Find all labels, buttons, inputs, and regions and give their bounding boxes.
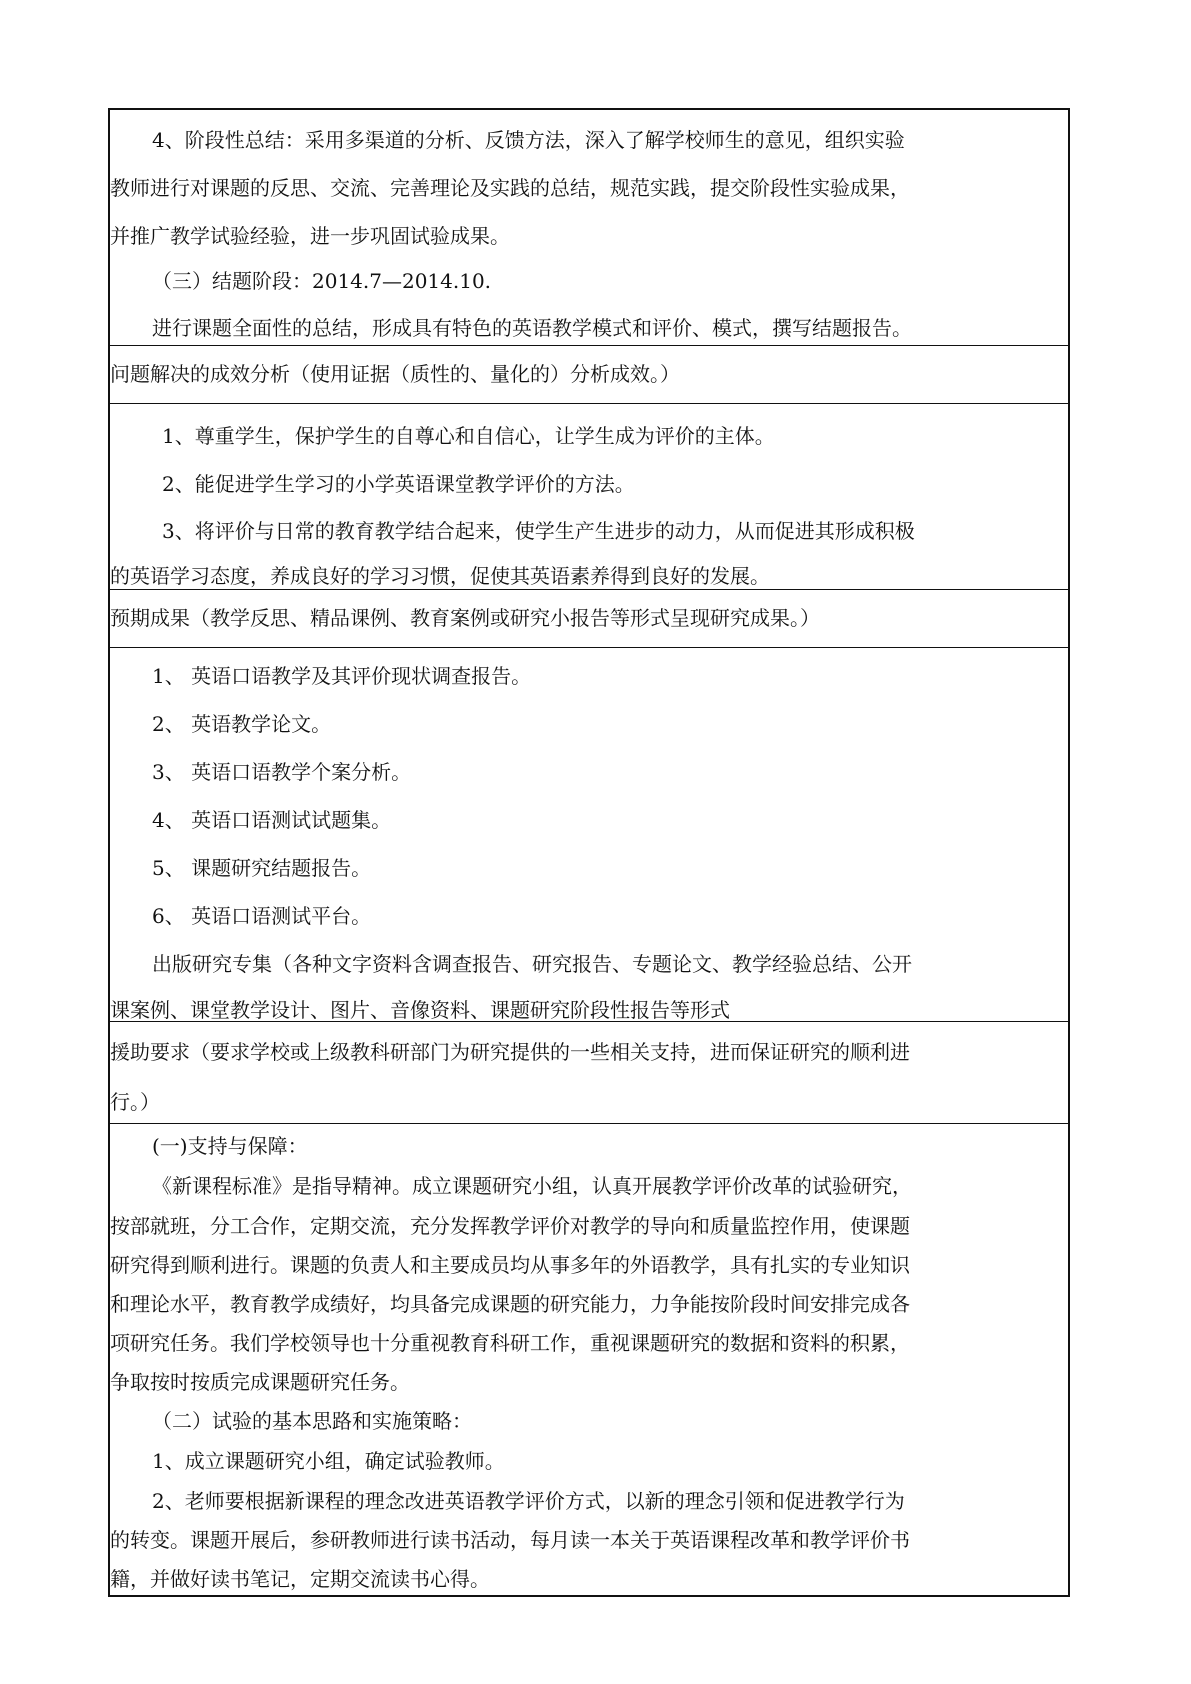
text-line: 籍，并做好读书笔记，定期交流读书心得。 [110, 1567, 490, 1591]
text-line: 2、老师要根据新课程的理念改进英语教学评价方式，以新的理念引领和促进教学行为 [152, 1489, 905, 1513]
text-line: 的英语学习态度，养成良好的学习习惯，促使其英语素养得到良好的发展。 [110, 564, 770, 588]
effect-analysis-section [110, 404, 1068, 590]
list-item: 1、 英语口语教学及其评价现状调查报告。 [152, 664, 532, 688]
text-line: 4、阶段性总结：采用多渠道的分析、反馈方法，深入了解学校师生的意见，组织实验 [152, 128, 905, 152]
section-header: 问题解决的成效分析（使用证据（质性的、量化的）分析成效。） [110, 362, 680, 386]
text-line: 争取按时按质完成课题研究任务。 [110, 1370, 410, 1394]
section-header: 行。） [110, 1090, 160, 1114]
text-line: 教师进行对课题的反思、交流、完善理论及实践的总结，规范实践，提交阶段性实验成果， [110, 176, 910, 200]
text-line: 项研究任务。我们学校领导也十分重视教育科研工作，重视课题研究的数据和资料的积累， [110, 1331, 910, 1355]
list-item: 2、 英语教学论文。 [152, 712, 332, 736]
stage-summary-section [110, 110, 1068, 346]
text-line: 按部就班，分工合作，定期交流，充分发挥教学评价对教学的导向和质量监控作用，使课题 [110, 1214, 910, 1238]
expected-results-section [110, 648, 1068, 1022]
form-table [108, 108, 1070, 1597]
text-line: 3、将评价与日常的教育教学结合起来，使学生产生进步的动力，从而促进其形成积极 [162, 519, 915, 543]
text-line: 和理论水平，教育教学成绩好，均具备完成课题的研究能力，力争能按阶段时间安排完成各 [110, 1292, 910, 1316]
list-item: 3、 英语口语教学个案分析。 [152, 760, 412, 784]
list-item: 4、 英语口语测试试题集。 [152, 808, 392, 832]
subheading: （二）试验的基本思路和实施策略： [152, 1409, 472, 1433]
section-header: 援助要求（要求学校或上级教科研部门为研究提供的一些相关支持，进而保证研究的顺利进 [110, 1040, 910, 1064]
list-item: 6、 英语口语测试平台。 [152, 904, 372, 928]
assistance-section [110, 1124, 1068, 1599]
text-line: 2、能促进学生学习的小学英语课堂教学评价的方法。 [162, 472, 635, 496]
section-header: 预期成果（教学反思、精品课例、教育案例或研究小报告等形式呈现研究成果。） [110, 606, 820, 630]
text-line: 进行课题全面性的总结，形成具有特色的英语教学模式和评价、模式，撰写结题报告。 [152, 316, 912, 340]
text-line: 出版研究专集（各种文字资料含调查报告、研究报告、专题论文、教学经验总结、公开 [152, 952, 912, 976]
effect-analysis-header [110, 346, 1068, 404]
text-line: 研究得到顺利进行。课题的负责人和主要成员均从事多年的外语教学，具有扎实的专业知识 [110, 1253, 910, 1277]
assistance-header [110, 1022, 1068, 1124]
text-line: 课案例、课堂教学设计、图片、音像资料、课题研究阶段性报告等形式 [110, 998, 730, 1022]
text-line: 1、成立课题研究小组，确定试验教师。 [152, 1449, 505, 1473]
text-line: 并推广教学试验经验，进一步巩固试验成果。 [110, 224, 510, 248]
text-line: 《新课程标准》是指导精神。成立课题研究小组，认真开展教学评价改革的试验研究， [152, 1174, 912, 1198]
text-line: 的转变。课题开展后，参研教师进行读书活动，每月读一本关于英语课程改革和教学评价书 [110, 1528, 910, 1552]
text-line: 1、尊重学生，保护学生的自尊心和自信心，让学生成为评价的主体。 [162, 424, 775, 448]
expected-results-header [110, 590, 1068, 648]
list-item: 5、 课题研究结题报告。 [152, 856, 372, 880]
text-line: （三）结题阶段：2014.7—2014.10. [152, 269, 492, 293]
subheading: (一)支持与保障： [152, 1134, 308, 1158]
